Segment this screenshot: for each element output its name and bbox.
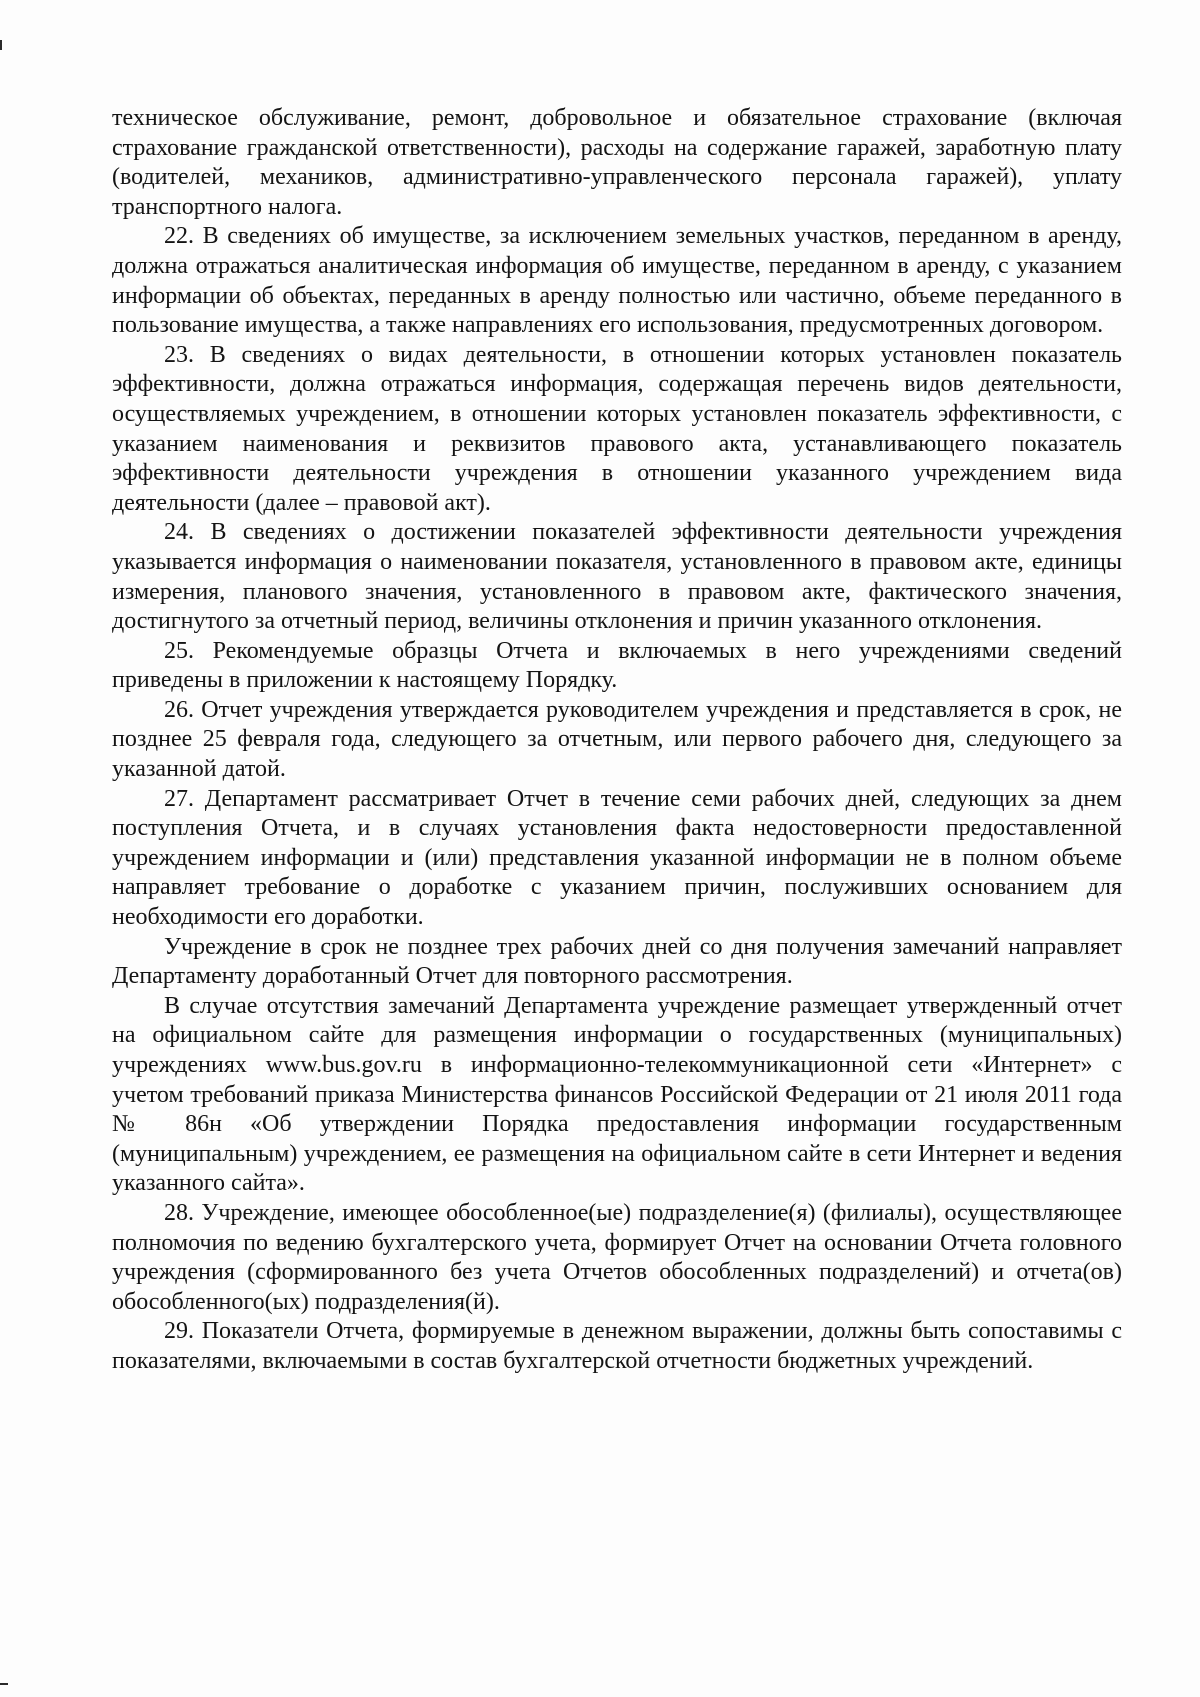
paragraph-25: 25. Рекомендуемые образцы Отчета и включаемых в него учреждениями сведений приведены в приложении к настоящему Порядку.	[112, 637, 1122, 694]
paragraph-26: 26. Отчет учреждения утверждается руководителем учреждения и представляется в срок, не позднее 25 февраля года, следующего за отчетным, или первого рабочего дня, следующего за указанной датой.	[112, 696, 1122, 783]
paragraph-23: 23. В сведениях о видах деятельности, в отношении которых установлен показатель эффективности, должна отражаться информация, содержащая перечень видов деятельности, осуществляемых учреждением, в отношении которых установлен показатель эффективности, с указанием наименования и реквизитов правового акта, устанавливающего показатель эффективности деятельности учреждения в отношении указанного учреждением вида деятельности (далее – правовой акт).	[112, 341, 1122, 516]
paragraph-continuation: техническое обслуживание, ремонт, добровольное и обязательное страхование (включая страхование гражданской ответственности), расходы на содержание гаражей, заработную плату (водителей, механиков, административно-управленческого персонала гаражей), уплату транспортного налога.	[112, 105, 1122, 220]
paragraph-24: 24. В сведениях о достижении показателей эффективности деятельности учреждения указывается информация о наименовании показателя, установленного в правовом акте, единицы измерения, планового значения, установленного в правовом акте, фактического значения, достигнутого за отчетный период, величины отклонения и причин указанного отклонения.	[112, 519, 1122, 635]
paragraph-22: 22. В сведениях об имуществе, за исключением земельных участков, переданном в аренду, должна отражаться аналитическая информация об имуществе, переданном в аренду, с указанием информации об объектах, переданных в аренду полностью или частично, объеме переданного в пользование имущества, а также направлениях его использования, предусмотренных договором.	[112, 223, 1122, 339]
paragraph-27-publication: В случае отсутствия замечаний Департамента учреждение размещает утвержденный отчет на официальном сайте для размещения информации о государственных (муниципальных) учреждениях www.bus.gov.ru в информационно-телекоммуникационной сети «Интернет» с учетом требований приказа Министерства финансов Российской Федерации от 21 июля 2011 года № 86н «Об утверждении Порядка предоставления информации государственным (муниципальным) учреждением, ее размещения на официальном сайте в сети Интернет и ведения указанного сайта».	[112, 992, 1122, 1197]
paragraph-29: 29. Показатели Отчета, формируемые в денежном выражении, должны быть сопоставимы с показателями, включаемыми в состав бухгалтерской отчетности бюджетных учреждений.	[112, 1318, 1122, 1374]
paragraph-27: 27. Департамент рассматривает Отчет в течение семи рабочих дней, следующих за днем поступления Отчета, и в случаях установления факта недостоверности предоставленной учреждением информации и (или) представления указанной информации не в полном объеме направляет требование о доработке с указанием причин, послуживших основанием для необходимости его доработки.	[112, 785, 1122, 931]
scan-edge-mark	[0, 1683, 8, 1685]
paragraph-27-resubmission: Учреждение в срок не позднее трех рабочих дней со дня получения замечаний направляет Департаменту доработанный Отчет для повторного рассмотрения.	[112, 933, 1122, 990]
scan-edge-mark	[0, 40, 2, 50]
document-body	[112, 104, 1122, 1377]
paragraph-28: 28. Учреждение, имеющее обособленное(ые) подразделение(я) (филиалы), осуществляющее полномочия по ведению бухгалтерского учета, формирует Отчет на основании Отчета головного учреждения (сформированного без учета Отчетов обособленных подразделений) и отчета(ов) обособленного(ых) подразделения(й).	[112, 1199, 1122, 1315]
